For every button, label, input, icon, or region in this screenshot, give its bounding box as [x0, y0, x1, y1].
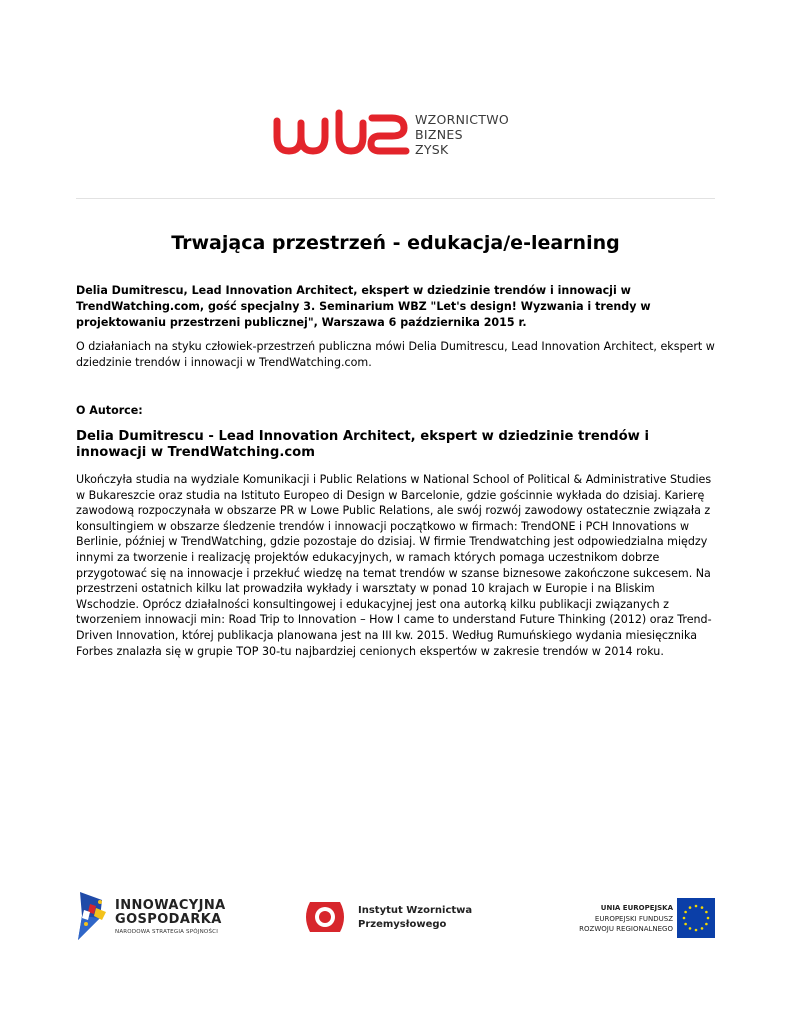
unia-europejska-logo: [545, 896, 715, 942]
logo-line-2: BIZNES: [415, 127, 463, 142]
iwp-line-1: Instytut Wzornictwa: [358, 905, 473, 916]
eu-star: [705, 923, 708, 926]
wbz-logo: [272, 103, 532, 163]
eu-star: [684, 911, 687, 914]
eu-star: [701, 927, 704, 930]
eu-star: [684, 923, 687, 926]
innowacyjna-line-2: GOSPODARKA: [115, 912, 222, 927]
lead-paragraph: O działaniach na styku człowiek-przestrzeń publiczna mówi Delia Dumitrescu, Lead Innovation Architect, ekspert w dziedzinie trendów i innowacji w TrendWatching.com.: [76, 340, 715, 369]
eu-star: [689, 906, 692, 909]
iwp-line-2: Przemysłowego: [358, 919, 447, 930]
instytut-wzornictwa-text: [358, 904, 472, 932]
unia-europejska-text: [579, 903, 673, 935]
eu-star: [701, 906, 704, 909]
innowacyjna-gospodarka-logo: [76, 890, 236, 942]
logo-line-1: WZORNICTWO: [415, 112, 510, 127]
eu-star: [695, 929, 698, 932]
author-heading: Delia Dumitrescu - Lead Innovation Architect, ekspert w dziedzinie trendów i innowacji w TrendWatching.com: [76, 429, 649, 460]
innowacyjna-gospodarka-emblem: [76, 890, 110, 942]
eu-star: [705, 911, 708, 914]
logo-line-3: ZYSK: [415, 142, 449, 157]
eu-star: [683, 917, 686, 920]
instytut-wzornictwa-logo: [302, 900, 492, 936]
ue-line-1: UNIA EUROPEJSKA: [600, 904, 673, 912]
ue-line-3: ROZWOJU REGIONALNEGO: [579, 925, 673, 933]
eu-star: [707, 917, 710, 920]
wbz-logo-text: [415, 112, 509, 157]
instytut-wzornictwa-emblem: [302, 902, 348, 932]
eu-star: [695, 905, 698, 908]
page-title: Trwająca przestrzeń - edukacja/e-learning: [171, 232, 620, 254]
innowacyjna-line-1: INNOWACYJNA: [115, 898, 226, 913]
eu-star: [689, 927, 692, 930]
wbz-logo-mark: [272, 109, 410, 157]
ue-line-2: EUROPEJSKI FUNDUSZ: [594, 914, 673, 923]
intro-paragraph: Delia Dumitrescu, Lead Innovation Architect, ekspert w dziedzinie trendów i innowacji w TrendWatching.com, gość specjalny 3. Seminarium WBZ "Let's design! Wyzwania i trendy w projektowaniu przestrzeni publicznej", Warszawa 6 października 2015 r.: [76, 284, 651, 329]
author-bio: Ukończyła studia na wydziale Komunikacji i Public Relations w National School of Political & Administrative Studies w Bukareszcie oraz studia na Istituto Europeo di Design w Barcelonie, gdzie gościnnie wykłada do dzisiaj. Karierę zawodową rozpoczynała w obszarze PR w Lowe Public Relations, ale swój rozwój zawodowy ostatecznie związała z konsultingiem w obszarze śledzenie trendów i innowacji początkowo w firmach: TrendONE i PCH Innovations w Berlinie, później w TrendWatching, gdzie pozostaje do dzisiaj. W firmie Trendwatching jest odpowiedzialna między innymi za tworzenie i realizację projektów edukacyjnych, w ramach których pomaga uczestnikom dobrze przygotować się na innowacje i przekłuć wiedzę na temat trendów w szanse biznesowe zakończone sukcesem. Na przestrzeni ostatnich kilku lat prowadziła wykłady i warsztaty w ponad 10 krajach w Europie i na Bliskim Wschodzie. Oprócz działalności konsultingowej i edukacyjnej jest ona autorką kilku publikacji związanych z tworzeniem innowacji min: Road Trip to Innovation – How I came to understand Future Thinking (2012) oraz Trend-Driven Innovation, której publikacja planowana jest na III kw. 2015. Według Rumuńskiego wydania miesięcznika Forbes znalazła się w grupie TOP 30-tu najbardziej cenionych ekspertów w zakresie trendów w 2014 roku.: [76, 473, 712, 658]
header-divider: [76, 198, 715, 199]
innowacyjna-subtitle: NARODOWA STRATEGIA SPÓJNOŚCI: [115, 929, 219, 935]
innowacyjna-text: [115, 899, 226, 927]
author-label: O Autorce:: [76, 404, 143, 417]
eu-flag-icon: [677, 898, 715, 938]
